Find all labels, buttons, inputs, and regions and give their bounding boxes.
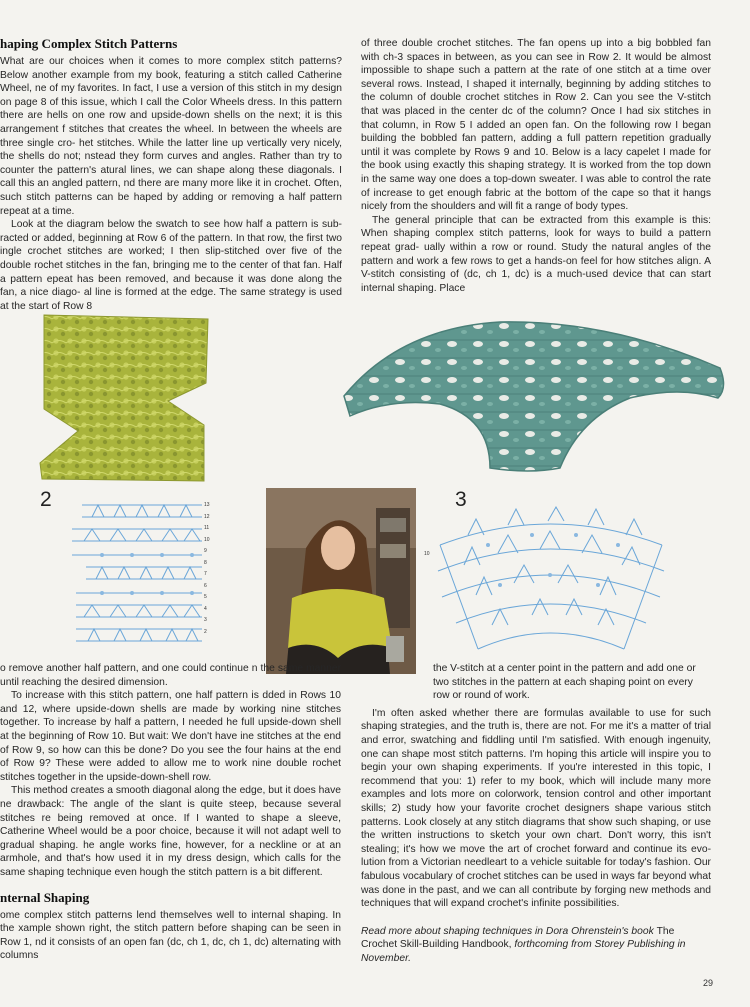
lower-right-para-1: the V-stitch at a center point in the pattern and add one or two stitches in the pattern at each shaping point on every row or round of work. bbox=[433, 663, 696, 702]
lower-left-para-1: o remove another half pattern, and one could continue n the same manner until reaching the desired dimension. bbox=[0, 663, 341, 688]
row-label: 9 bbox=[204, 548, 207, 554]
figure-2-number: 2 bbox=[40, 488, 52, 511]
figure-3-row-label: 10 bbox=[424, 551, 430, 557]
stitch-diagram-2 bbox=[62, 495, 214, 645]
left-column-upper bbox=[0, 36, 342, 313]
section-heading-complex: haping Complex Stitch Patterns bbox=[0, 36, 178, 51]
credit-tail: forthcoming from Storey Publishing in November. bbox=[361, 939, 686, 964]
row-label: 11 bbox=[204, 525, 210, 531]
row-label: 13 bbox=[204, 502, 210, 508]
row-label: 7 bbox=[204, 571, 207, 577]
row-label: 5 bbox=[204, 594, 207, 600]
right-column-lower bbox=[361, 662, 711, 965]
left-para-1: What are our choices when it comes to more complex stitch patterns? Below another example from my book, featuring a stitch called Catherine Wheel, ne of my favorites. In fact, I use a version of this stitch in my design on page 8 of this issue, which I call the Color Wheels dress. In this pattern there are hells on one row and upside-down shells on the next; it is this arrangement f stitches that creates the wheel. In between the wheels are three single cro- het stitches. While the latter line up vertically very nicely, the shells do not; nstead they form curves and angles. Rather than try to counter the pattern's atural lines, we can shape along these diagonals. I call this an angled pattern, nd there are many more like it in crochet. Often, such stitch patterns can be haped by adding or removing a half pattern repeat at a time. bbox=[0, 56, 342, 217]
right-para-1: of three double crochet stitches. The fan opens up into a big bobbled fan with ch-3 spaces in between, as you can see in Row 2. It would be almost impossible to shape such a pattern at the rate of one stitch at a time over several rows. Instead, I shaped it internally, beginning by adding stitches to the column of double crochet stitches in Row 2. Can you see the V-stitch that was placed in the center dc of the column? Once I had six stitches in that column, in Row 5 I added an open fan. On the following row I began building the bobbled fan pattern, adding a full pattern repetition gradually until it was complete by Rows 9 and 10. Below is a lacy capelet I made for the book using exactly this shaping strategy. It is worked from the top down in the same way one does a top-down sweater. I was able to control the rate of increase to get enough fabric at the bottom of the cape so that it hangs nicely from the shoulders and will fit a range of body types. bbox=[361, 38, 711, 213]
row-label: 12 bbox=[204, 513, 210, 520]
right-column-upper bbox=[361, 37, 711, 295]
lower-left-para-2: To increase with this stitch pattern, one half pattern is dded in Rows 10 and 12, where upside-down shells are made by working nine stitches together. To increase by half a pattern, I needed he full upside-down shell at the beginning of Row 10. But wait: We don't have ine stitches at the end of Row 9, so how can this be done? Do you see the four hains at the end of Row 9? These were added to allow me to work nine double rochet stitches together in the upside-down-shell row. bbox=[0, 690, 341, 783]
teal-capelet-photo bbox=[340, 318, 730, 478]
figure-3-number: 3 bbox=[455, 488, 467, 511]
left-column-lower bbox=[0, 662, 341, 963]
figure-2-row-labels bbox=[204, 500, 210, 638]
left-para-2: Look at the diagram below the swatch to see how half a pattern is sub- racted or added, beginning at Row 6 of the pattern. In that row, the first two ingle crochet stitches are worked; I then slip-stitched over five of the double rochet stitches in the fan, bringing me to the center of that fan. Half a pattern epeat has been removed, and because it was done along the fan, a nice diago- al line is formed at the edge. The same strategy is used at the start of Row 8 bbox=[0, 219, 342, 312]
page-number: 29 bbox=[703, 978, 714, 988]
credit-italic: Read more about shaping techniques in Dora Ohrenstein's book bbox=[361, 925, 654, 937]
lower-right-para-2: I'm often asked whether there are formulas available to use for such shaping strategies, and the truth is, there are not. For me it's a matter of trial and error, swatching and fiddling until I'm satisfied. With enough ingenuity, one can shape most stitch patterns. I'm hoping this article will inspire you to begin your own shaping experiments. If you're interested in this topic, I recommend that you: 1) refer to my book, which will include many more examples and lots more on colorwork, tension control and other important skills; 2) study how your favorite crochet designers shape various stitch patterns. Look closely at any stitch diagrams that show such shaping, or use the written instructions to sketch your own chart. Don't worry, this isn't stealing; it's how we move the art of crochet forward and continue its evo- lution from a Victorian needleart to a vehicle suitable for today's fashion. Our fabulous vocabulary of crochet stitches can be used in ways far beyond what was done in the past, and we can all contribute by forging new methods and techniques that will expand crochet's infinite possibilities. bbox=[361, 707, 711, 910]
section-heading-internal: nternal Shaping bbox=[0, 889, 90, 905]
credit-line bbox=[361, 925, 711, 966]
row-label: 4 bbox=[204, 605, 207, 612]
yellow-swatch-photo bbox=[38, 313, 210, 483]
right-para-2: The general principle that can be extracted from this example is this: When shaping complex stitch patterns, look for ways to build a pattern repeat grad- ually within a row or round. Study the natural angles of the pattern and work a few rows to get a hands-on feel for how stitches align. A V-stitch consisting of (dc, ch 1, dc) is a much-used device that can start internal shaping. Place bbox=[361, 214, 711, 294]
credit-book-title: The Crochet Skill-Building Handbook, bbox=[361, 925, 675, 951]
row-label: 3 bbox=[204, 617, 207, 623]
row-label: 10 bbox=[204, 536, 210, 543]
lower-left-para-4: ome complex stitch patterns lend themselves well to internal shaping. In the xample shown right, the stitch pattern before shaping can be seen in Row 1, nd it consists of an open fan (dc, ch 1, dc, ch 1, dc) alternating with columns bbox=[0, 909, 341, 962]
row-label: 2 bbox=[204, 628, 207, 635]
model-wearing-capelet-photo bbox=[266, 488, 416, 674]
row-label: 6 bbox=[204, 582, 207, 589]
row-label: 8 bbox=[204, 559, 207, 566]
lower-left-para-3: This method creates a smooth diagonal along the edge, but it does have ne drawback: The angle of the slant is quite steep, because several stitches re being removed at once. If I wanted to shape a sleeve, Catherine Wheel would be a poor choice, because it will not adapt well to gradual shaping. he angle works fine, however, for a neckline or at an armhole, and that's how used it in my dress design, which calls for the same shaping technique even hough the stitch pattern is a bit different. bbox=[0, 785, 341, 878]
stitch-diagram-3 bbox=[428, 505, 673, 660]
